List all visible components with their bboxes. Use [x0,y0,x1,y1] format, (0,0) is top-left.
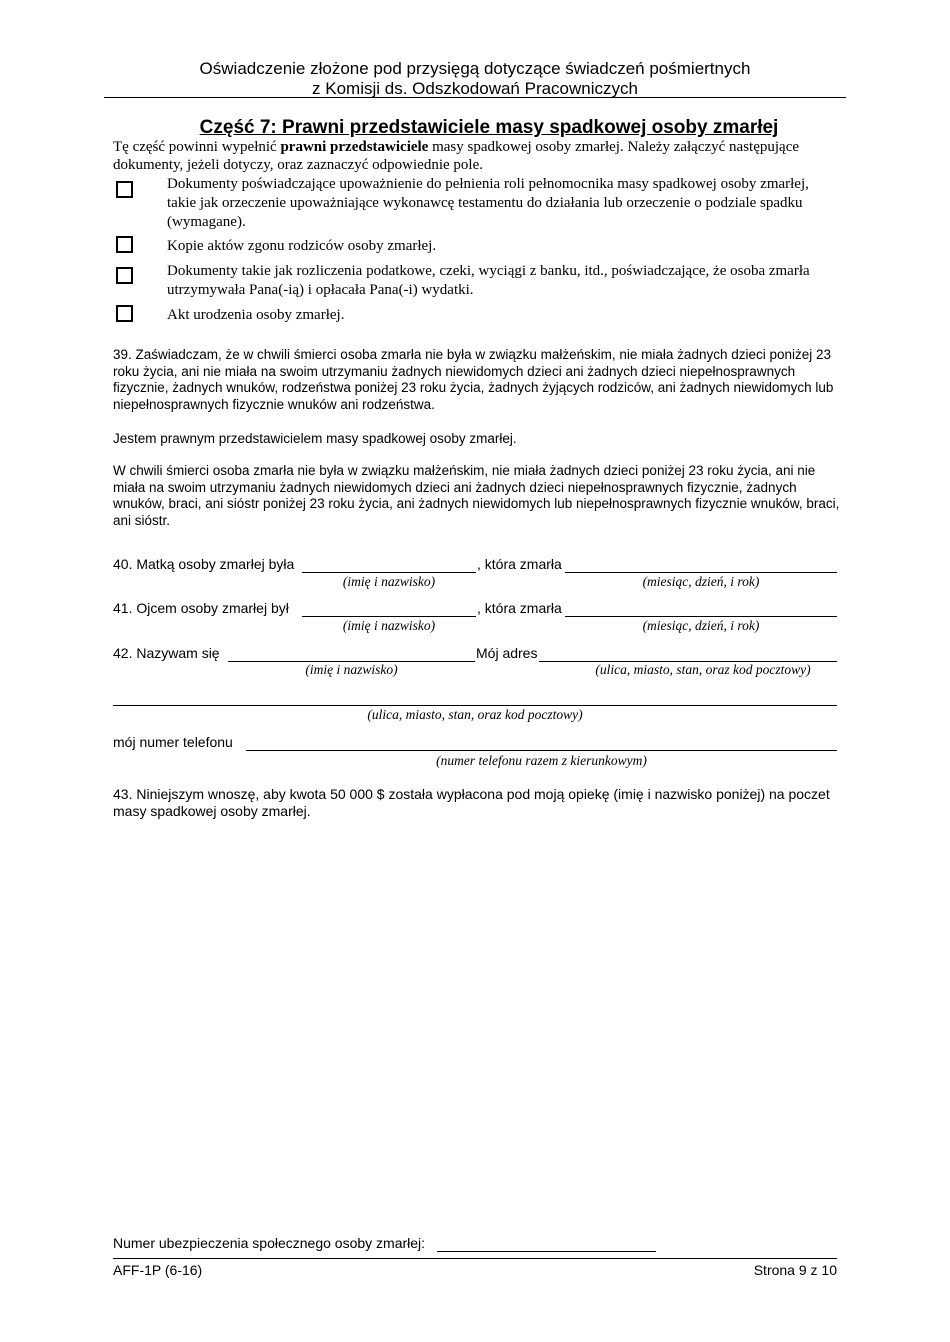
address-line2-caption: (ulica, miasto, stan, oraz kod pocztowy) [367,707,583,722]
question-41-label: 41. Ojcem osoby zmarłej był [113,600,289,616]
header-divider [104,97,846,98]
intro-text-start: Tę część powinni wypełnić [113,139,281,155]
phone-label: mój numer telefonu [113,734,233,750]
ssn-label: Numer ubezpieczenia społecznego osoby zmarłej: [113,1235,426,1251]
ssn-field[interactable] [437,1251,656,1252]
mother-name-caption: (imię i nazwisko) [342,574,436,589]
form-id: AFF-1P (6-16) [113,1262,203,1278]
question-43-text: 43. Niniejszym wnoszę, aby kwota 50 000 $ została wypłacona pod moją opiekę (imię i nazwisko poniżej) na poczet masy spadkowej osoby zmarłej. [113,786,830,819]
phone-field[interactable] [246,750,837,751]
document-label-parents-death: Kopie aktów zgonu rodziców osoby zmarłej. [167,238,437,254]
document-checkbox-estate-authority[interactable] [116,181,133,198]
claimant-name-caption: (imię i nazwisko) [305,662,398,677]
address-caption: (ulica, miasto, stan, oraz kod pocztowy) [595,662,811,677]
section-intro [113,138,843,174]
mother-death-date-field[interactable] [565,572,837,573]
father-death-date-caption: (miesiąc, dzień, i rok) [642,618,760,633]
question-39-text: 39. Zaświadczam, że w chwili śmierci osoba zmarła nie była w związku małżeńskim, nie miała żadnych dzieci poniżej 23 roku życia, ani nie miała na swoim utrzymaniu żadnych niewidomych dzieci ani żadnych dzieci niepełnosprawnych fizycznie, żadnych wnuków, rodzeństwa poniżej 23 roku życia, żadnych żyjących rodziców, ani żadnych niewidomych lub niepełnosprawnych fizycznie wnuków ani rodzeństwa. [113,347,834,412]
document-checkbox-support-proof[interactable] [116,267,133,284]
address-line2-field[interactable] [113,705,837,706]
father-death-date-field[interactable] [565,616,837,617]
legal-representative-statement: Jestem prawnym przedstawicielem masy spadkowej osoby zmarłej. [113,431,517,446]
section-title: Część 7: Prawni przedstawiciele masy spadkowej osoby zmarłej [199,117,779,138]
form-header-line1: Oświadczenie złożone pod przysięgą dotyczące świadczeń pośmiertnych [199,59,751,78]
document-checkbox-birth-certificate[interactable] [116,305,133,322]
phone-caption: (numer telefonu razem z kierunkowym) [436,753,647,768]
mother-died-label: , która zmarła [477,556,562,572]
question-40-label: 40. Matką osoby zmarłej była [113,556,295,572]
question-42-label: 42. Nazywam się [113,645,220,661]
document-label-support-proof: Dokumenty takie jak rozliczenia podatkowe, czeki, wyciągi z banku, itd., poświadczające, że osoba zmarła utrzymywała Pana(-ią) i opłacała Pana(-i) wydatki. [167,263,810,298]
father-name-caption: (imię i nazwisko) [342,618,436,633]
father-name-field[interactable] [302,616,476,617]
intro-text-end: masy spadkowej osoby zmarłej. Należy załączyć następujące dokumenty, jeżeli dotyczy, oraz zaznaczyć odpowiednie pole. [113,139,800,173]
footer-divider [113,1258,837,1259]
page-number: Strona 9 z 10 [753,1262,837,1278]
mother-name-field[interactable] [302,572,476,573]
marital-status-statement: W chwili śmierci osoba zmarła nie była w związku małżeńskim, nie miała żadnych dzieci poniżej 23 roku życia, ani nie miała na swoim utrzymaniu żadnych niewidomych dzieci ani żadnych dzieci niepełnosprawnych fizycznie, żadnych wnuków, braci, ani sióstr poniżej 23 roku życia, ani żadnych niewidomych lub niepełnosprawnych fizycznie wnuków, braci, ani sióstr. [113,463,840,528]
document-label-estate-authority: Dokumenty poświadczające upoważnienie do pełnienia roli pełnomocnika masy spadkowej osoby zmarłej, takie jak orzeczenie upoważniające wykonawcę testamentu do działania lub orzeczenie o podziale spadku (wymagane). [167,176,809,230]
father-died-label: , która zmarła [477,600,562,616]
mother-death-date-caption: (miesiąc, dzień, i rok) [642,574,760,589]
intro-text-bold: prawni przedstawiciele [280,139,429,155]
address-label: Mój adres [476,645,538,661]
document-checkbox-parents-death[interactable] [116,236,133,253]
form-header-line2: z Komisji ds. Odszkodowań Pracowniczych [312,79,638,98]
document-label-birth-certificate: Akt urodzenia osoby zmarłej. [167,307,345,323]
